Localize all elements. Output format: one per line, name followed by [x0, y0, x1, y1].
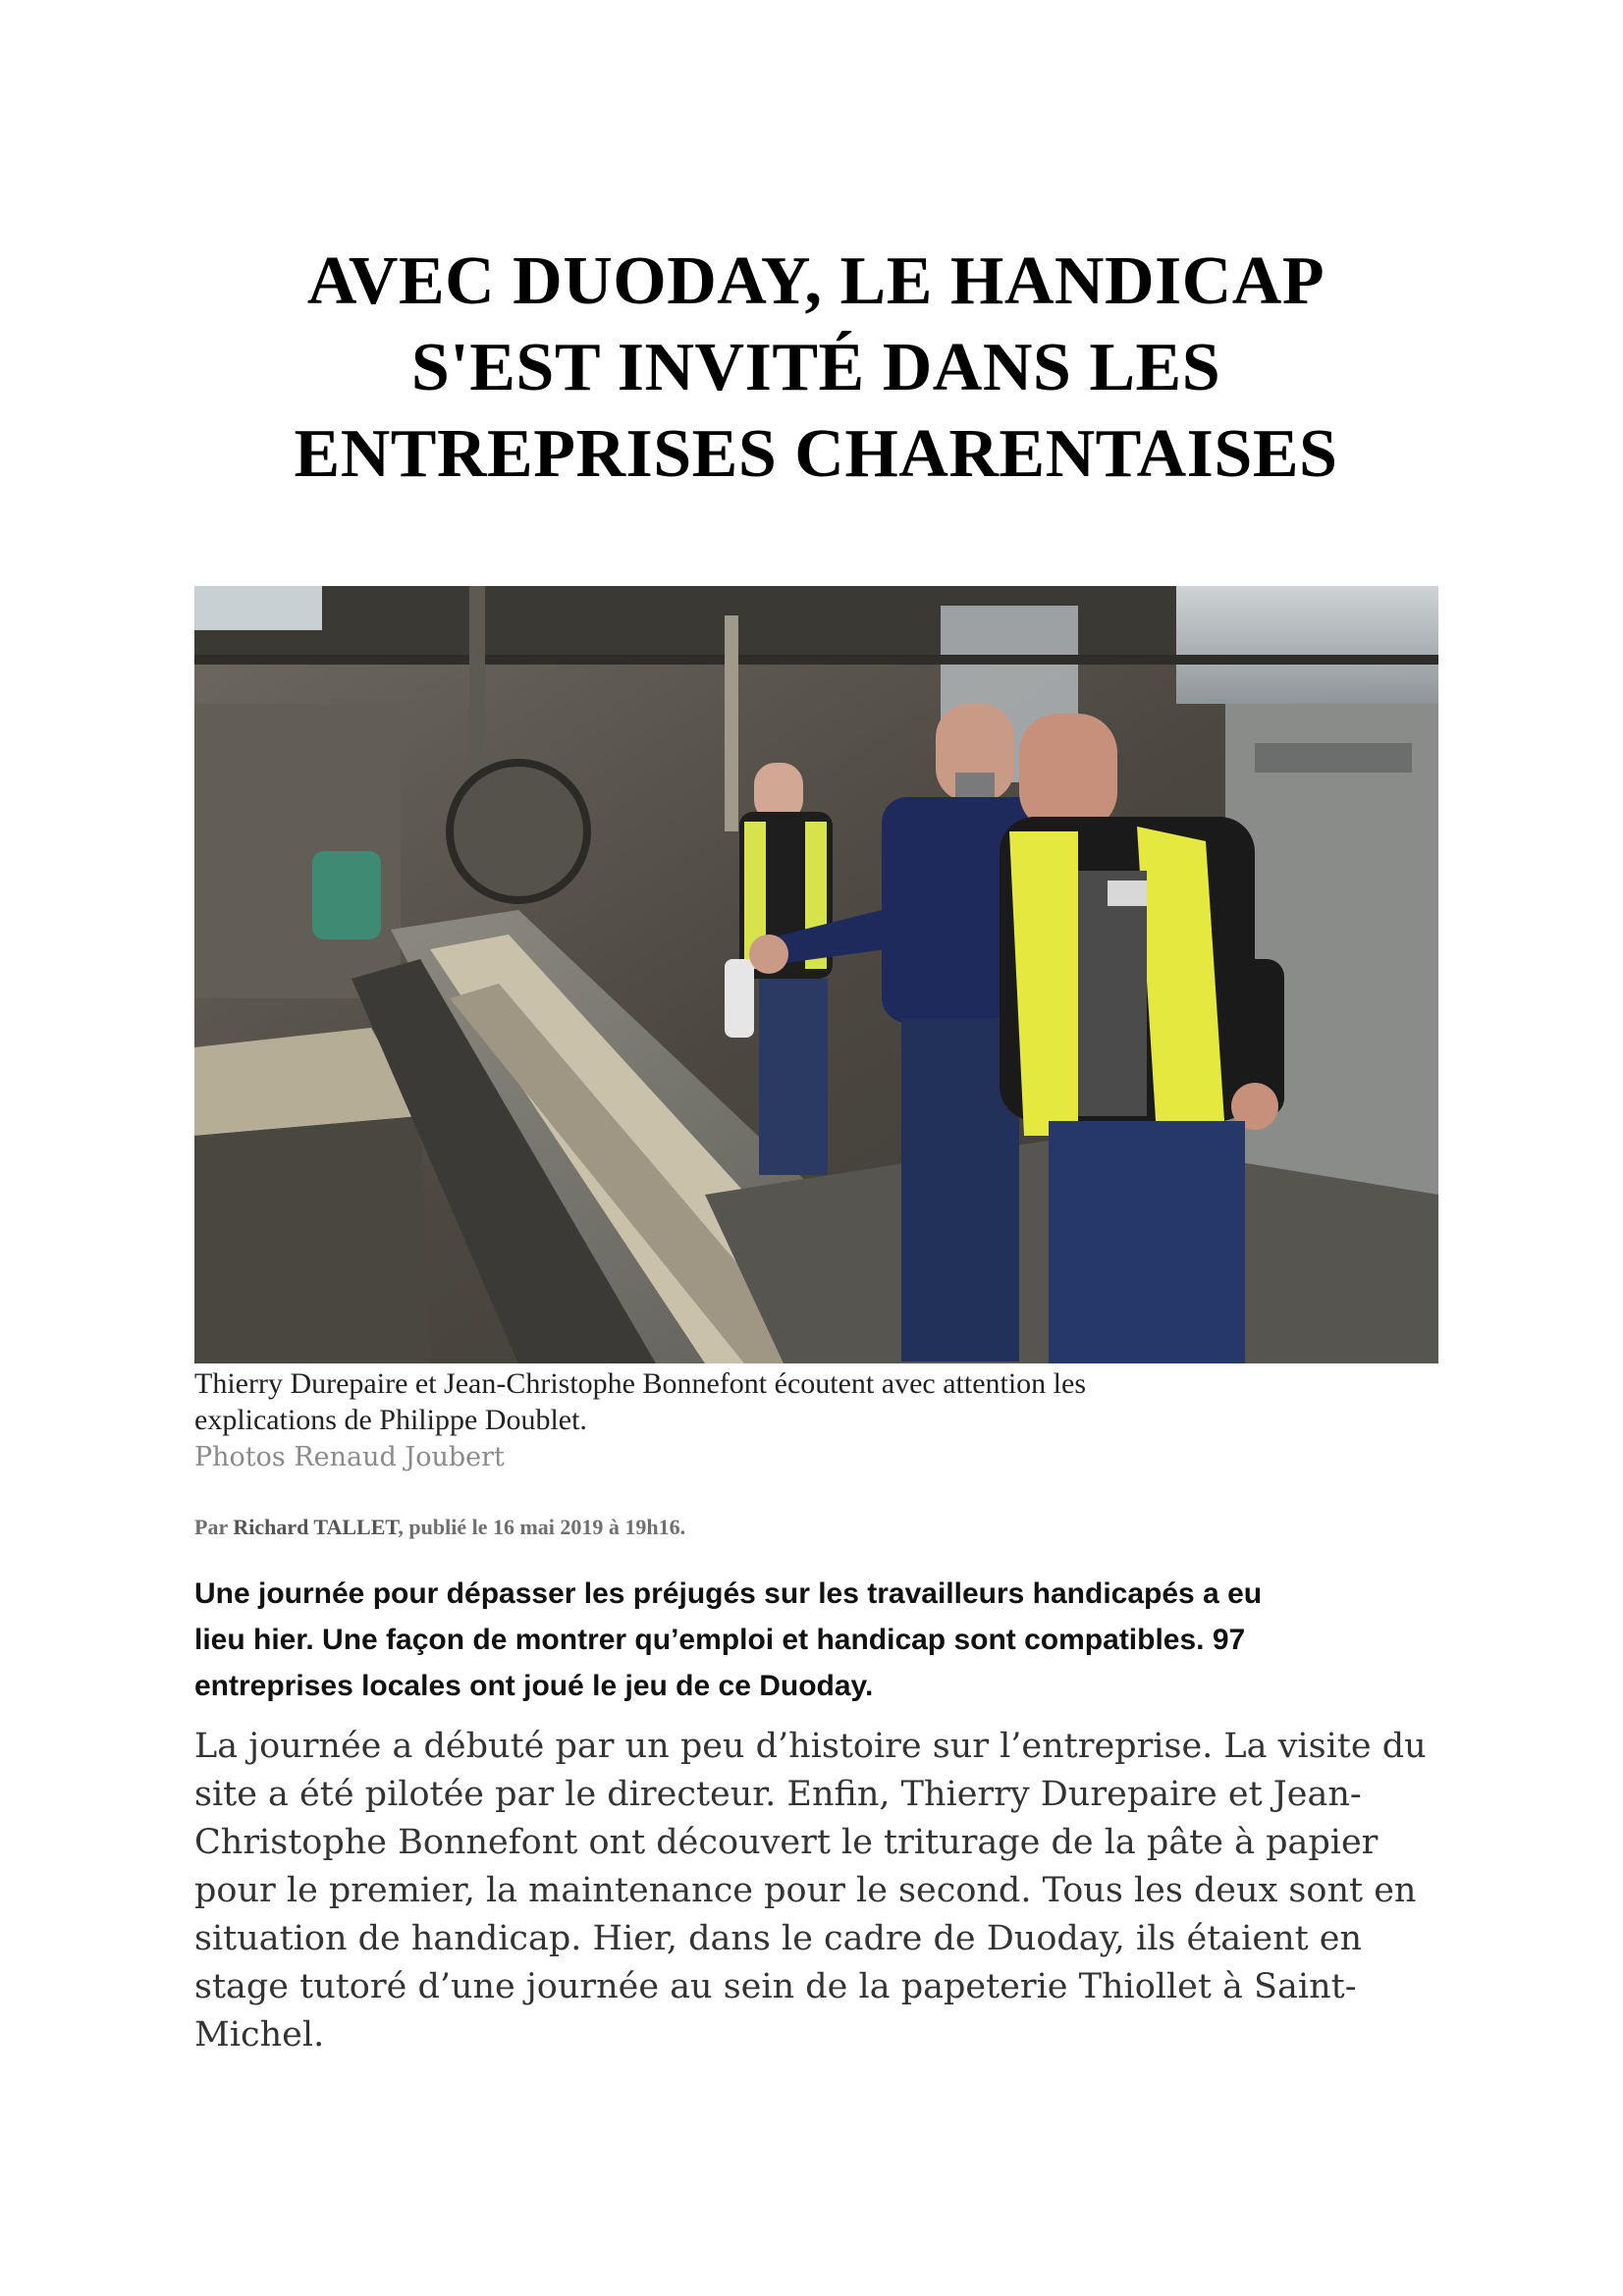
- headline-line: S'EST INVITÉ DANS LES: [410, 330, 1221, 405]
- body-line: La journée a débuté par un peu d’histoire sur l’entreprise. La visite du: [194, 1727, 1427, 1766]
- article-body: [194, 1723, 1461, 2059]
- article-photo: [194, 586, 1438, 1363]
- body-line: Christophe Bonnefont ont découvert le triturage de la pâte à papier: [194, 1823, 1379, 1862]
- headline-line: ENTREPRISES CHARENTAISES: [294, 416, 1338, 492]
- lead-line: entreprises locales ont joué le jeu de ce Duoday.: [194, 1670, 874, 1702]
- byline-prefix: Par: [194, 1515, 234, 1539]
- headline-line: AVEC DUODAY, LE HANDICAP: [306, 243, 1325, 319]
- body-line: pour le premier, la maintenance pour le second. Tous les deux sont en: [194, 1871, 1417, 1910]
- lead-line: Une journée pour dépasser les préjugés sur les travailleurs handicapés a eu: [194, 1577, 1263, 1610]
- body-line: situation de handicap. Hier, dans le cadre de Duoday, ils étaient en: [194, 1919, 1363, 1958]
- article-lead: [194, 1571, 1451, 1709]
- article-byline: [194, 1514, 685, 1541]
- article-headline: [192, 239, 1439, 498]
- factory-photo-illustration: [194, 586, 1438, 1363]
- caption-line: Thierry Durepaire et Jean-Christophe Bonnefont écoutent avec attention les: [194, 1367, 1086, 1400]
- body-line: stage tutoré d’une journée au sein de la papeterie Thiollet à Saint-: [194, 1967, 1357, 2006]
- byline-author: Richard TALLET: [233, 1515, 399, 1539]
- body-line: site a été pilotée par le directeur. Enfin, Thierry Durepaire et Jean-: [194, 1775, 1362, 1814]
- photo-caption: [194, 1365, 1441, 1438]
- lead-line: lieu hier. Une façon de montrer qu’emploi et handicap sont compatibles. 97: [194, 1624, 1246, 1656]
- photo-credit: Photos Renaud Joubert: [194, 1442, 505, 1472]
- caption-line: explications de Philippe Doublet.: [194, 1404, 587, 1436]
- body-line: Michel.: [194, 2015, 325, 2055]
- byline-date: , publié le 16 mai 2019 à 19h16.: [398, 1515, 686, 1539]
